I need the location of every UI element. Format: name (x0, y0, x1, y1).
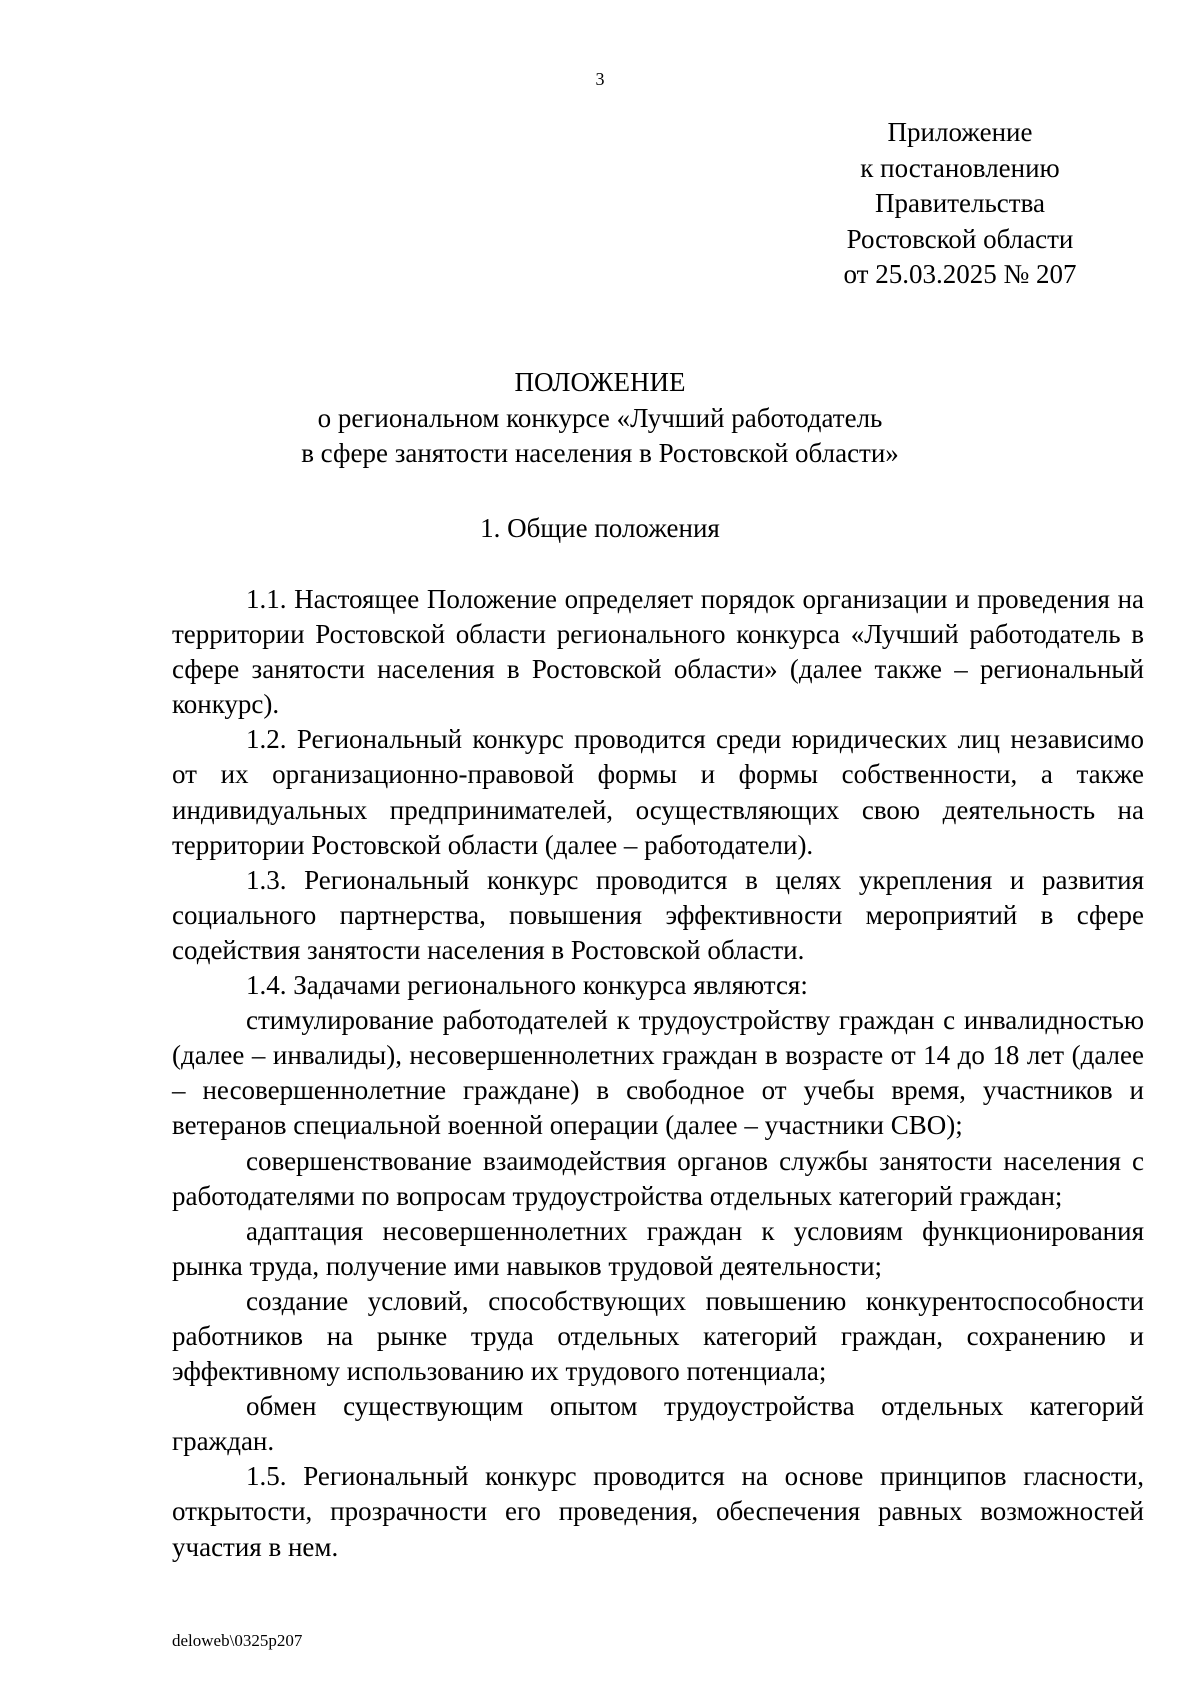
appendix-line: от 25.03.2025 № 207 (843, 259, 1077, 289)
title-line: о региональном конкурсе «Лучший работодатель (317, 402, 883, 433)
appendix-line: Ростовской области (846, 223, 1074, 254)
appendix-line: Приложение (887, 117, 1033, 147)
paragraph: обмен существующим опытом трудоустройства отдельных категорий граждан. (172, 1391, 1144, 1457)
appendix-line: к постановлению (860, 152, 1060, 183)
section-heading: 1. Общие положения (480, 513, 720, 543)
paragraph: стимулирование работодателей к трудоустройству граждан с инвалидностью (далее – инвалиды), несовершеннолетних граждан в возрасте от 14 до 18 лет (далее – несовершеннолетние граждане) в свободное от учебы время, участников и ветеранов специальной военной операции (далее – участники СВО); (172, 1005, 1144, 1141)
paragraph: совершенствование взаимодействия органов службы занятости населения с работодателями по вопросам трудоустройства отдельных категорий граждан; (172, 1145, 1144, 1211)
body-text (172, 582, 1144, 1565)
appendix-block (810, 115, 1110, 293)
paragraph: адаптация несовершеннолетних граждан к условиям функционирования рынка труда, получение ими навыков трудовой деятельности; (172, 1215, 1144, 1281)
paragraph: 1.5. Региональный конкурс проводится на основе принципов гласности, открытости, прозрачности его проведения, обеспечения равных возможностей участия в нем. (172, 1461, 1144, 1562)
title-line: в сфере занятости населения в Ростовской области» (301, 438, 899, 468)
page-number: 3 (595, 69, 605, 89)
paragraph: 1.1. Настоящее Положение определяет порядок организации и проведения на территории Ростовской области регионального конкурса «Лучший работодатель в сфере занятости населения в Ростовской области» (далее также – региональный конкурс). (172, 584, 1144, 720)
paragraph: 1.4. Задачами регионального конкурса являются: (246, 970, 808, 1001)
document-title (150, 365, 1050, 472)
paragraph: 1.2. Региональный конкурс проводится среди юридических лиц независимо от их организационно-правовой формы и формы собственности, а также индивидуальных предпринимателей, осуществляющих свою деятельность на территории Ростовской области (далее – работодатели). (172, 724, 1144, 860)
title-heading: ПОЛОЖЕНИЕ (514, 367, 686, 397)
footer-code: deloweb\0325p207 (172, 1631, 303, 1650)
appendix-line: Правительства (875, 188, 1045, 218)
paragraph: 1.3. Региональный конкурс проводится в целях укрепления и развития социального партнерства, повышения эффективности мероприятий в сфере содействия занятости населения в Ростовской области. (172, 864, 1144, 965)
paragraph: создание условий, способствующих повышению конкурентоспособности работников на рынке труда отдельных категорий граждан, сохранению и эффективному использованию их трудового потенциала; (172, 1285, 1144, 1387)
